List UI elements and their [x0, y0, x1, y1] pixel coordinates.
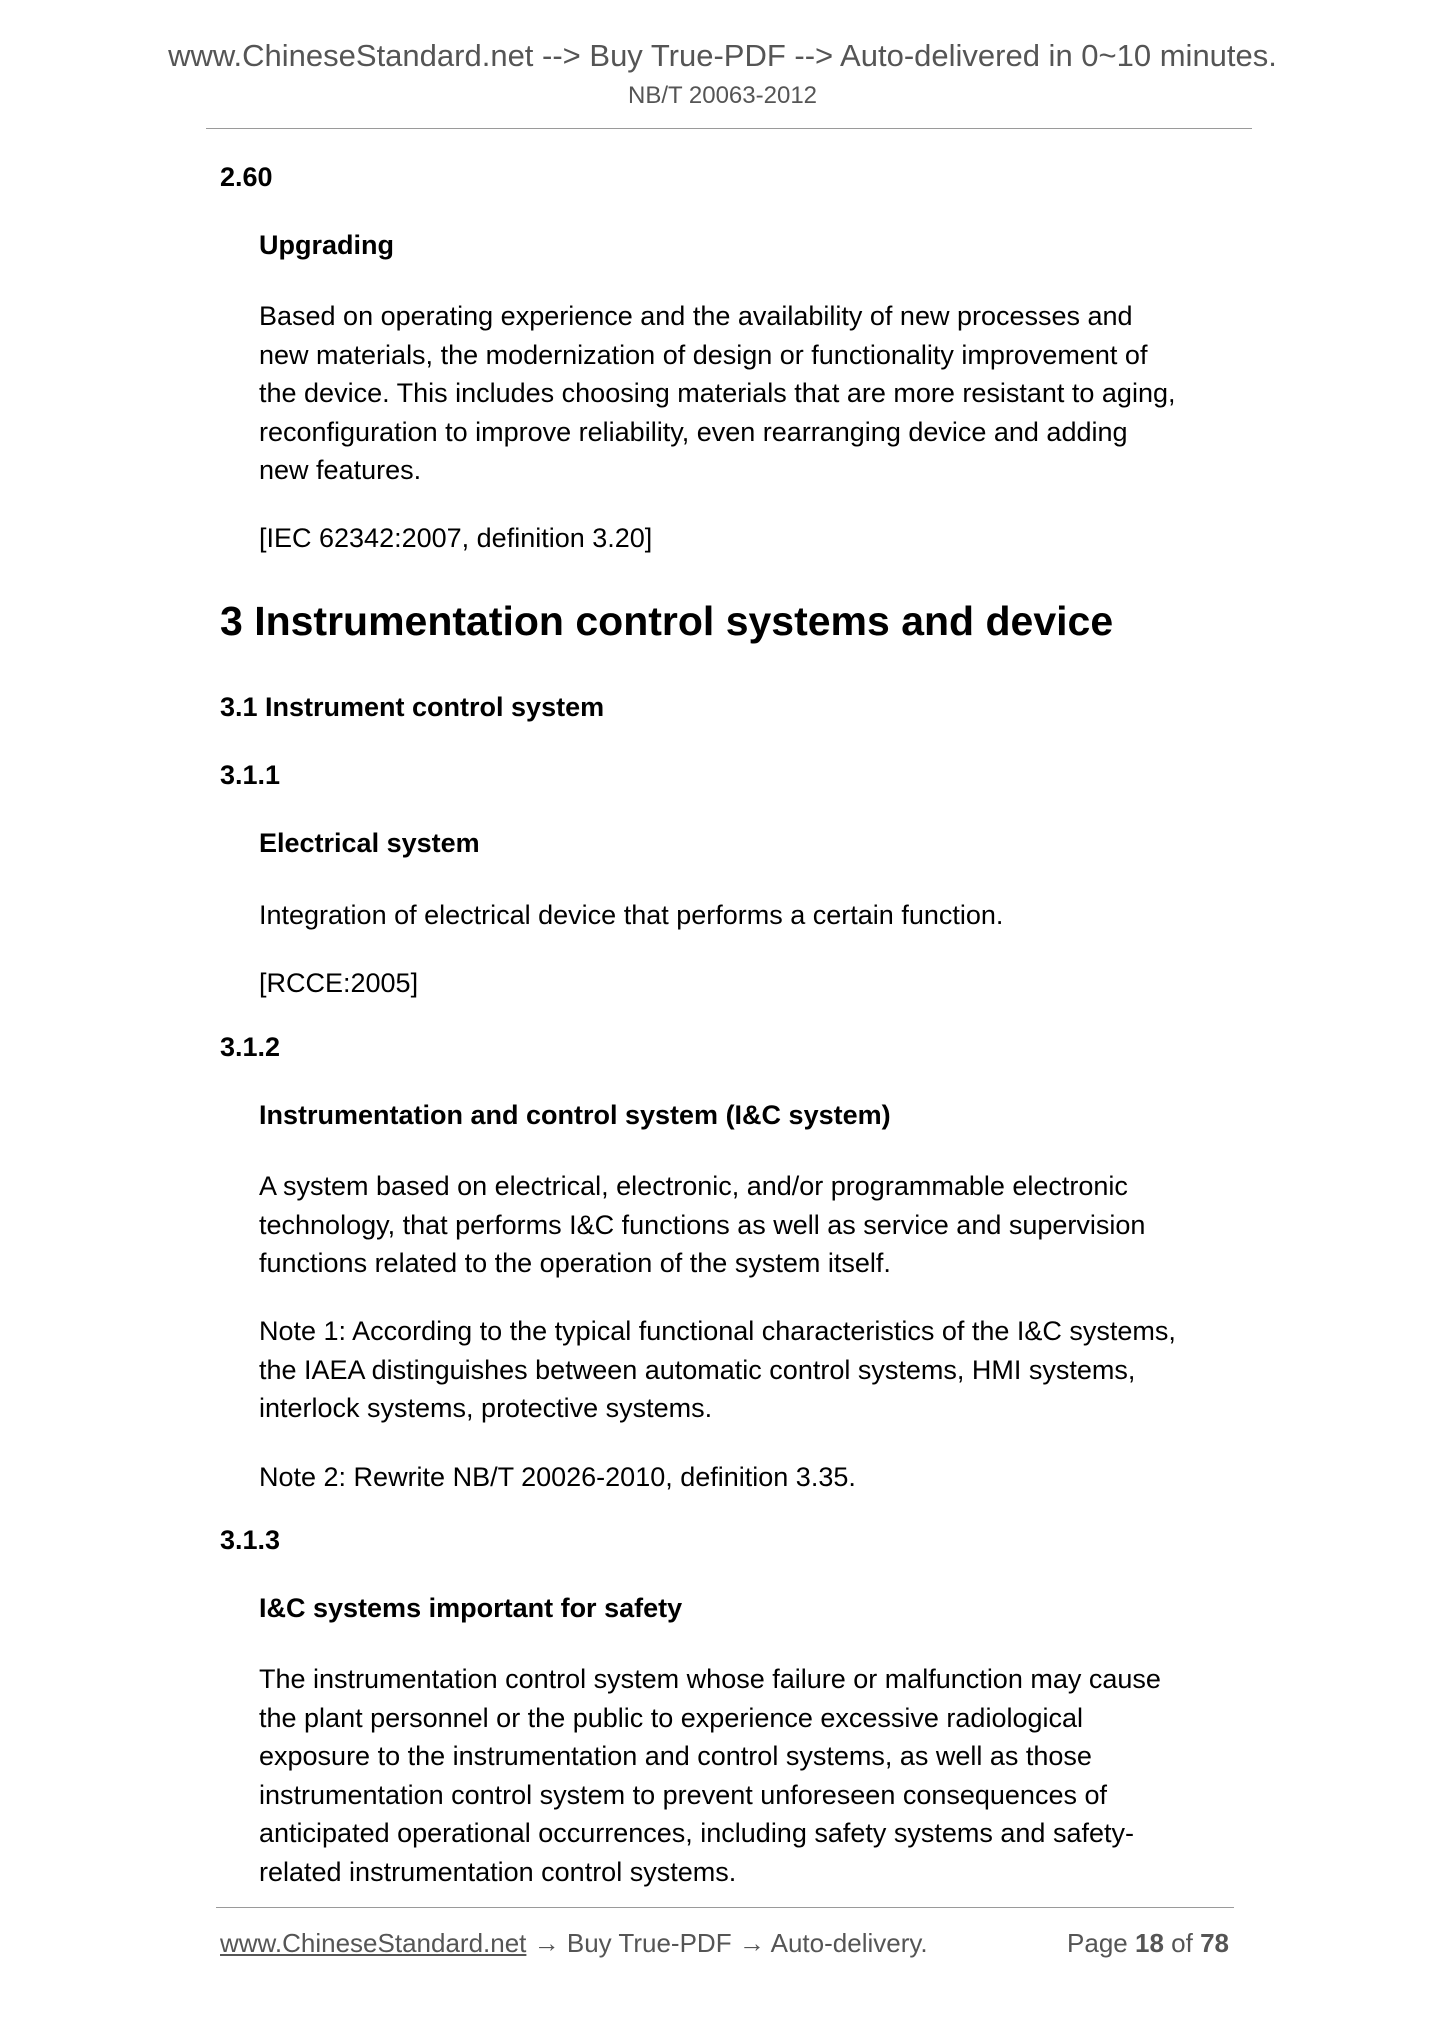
document-code: NB/T 20063-2012 [627, 82, 818, 109]
clause-number: 3.1.1 [220, 760, 281, 790]
source-reference: [RCCE:2005] [259, 968, 419, 998]
definition-paragraph: The instrumentation control system whose failure or malfunction may cause the plant personnel or the public to experience excessive radiological exposure to the instrumentation and control systems, as well as those instrumentation control system to prevent unforeseen consequences of anticipated operational occurrences, including safety systems and safety- related instrumentation control systems. [259, 1664, 1161, 1887]
definition-paragraph: A system based on electrical, electronic, and/or programmable electronic technology, that performs I&C functions as well as service and supervision functions related to the operation of the system itself. [259, 1171, 1146, 1278]
term-title: I&C systems important for safety [259, 1593, 683, 1623]
term-title: Electrical system [259, 828, 480, 858]
clause-number: 3.1.3 [220, 1525, 281, 1555]
chapter-heading: 3 Instrumentation control systems and device [220, 598, 1114, 644]
term-title: Upgrading [259, 230, 394, 260]
source-reference: [IEC 62342:2007, definition 3.20] [259, 523, 653, 553]
page-indicator: Page 18 of 78 [1067, 1928, 1229, 1958]
note-paragraph: Note 1: According to the typical functional characteristics of the I&C systems, the IAEA distinguishes between automatic control systems, HMI systems, interlock systems, protective systems. [259, 1316, 1176, 1423]
footer-buy-text: Buy True-PDF [566, 1928, 732, 1958]
footer-promo [220, 1928, 928, 1959]
note-paragraph: Note 2: Rewrite NB/T 20026-2010, definition 3.35. [259, 1462, 856, 1492]
arrow-icon: → [738, 1928, 765, 1958]
header-banner: www.ChineseStandard.net --> Buy True-PDF --> Auto-delivered in 0~10 minutes. [168, 38, 1277, 73]
clause-number: 3.1.2 [220, 1032, 281, 1062]
footer-divider [216, 1907, 1234, 1908]
definition-paragraph: Based on operating experience and the availability of new processes and new materials, the modernization of design or functionality improvement of the device. This includes choosing materials that are more resistant to aging, reconfiguration to improve reliability, even rearranging device and adding new features. [259, 301, 1176, 485]
term-title: Instrumentation and control system (I&C system) [259, 1100, 891, 1130]
total-pages: 78 [1200, 1928, 1229, 1958]
definition-paragraph: Integration of electrical device that performs a certain function. [259, 900, 1004, 930]
current-page: 18 [1135, 1928, 1164, 1958]
clause-number: 2.60 [220, 162, 273, 192]
section-heading: 3.1 Instrument control system [220, 692, 605, 722]
header-divider [206, 128, 1252, 129]
arrow-icon: → [533, 1928, 560, 1958]
footer-delivery-text: Auto-delivery. [770, 1928, 928, 1958]
footer-site-link[interactable]: www.ChineseStandard.net [220, 1928, 527, 1958]
